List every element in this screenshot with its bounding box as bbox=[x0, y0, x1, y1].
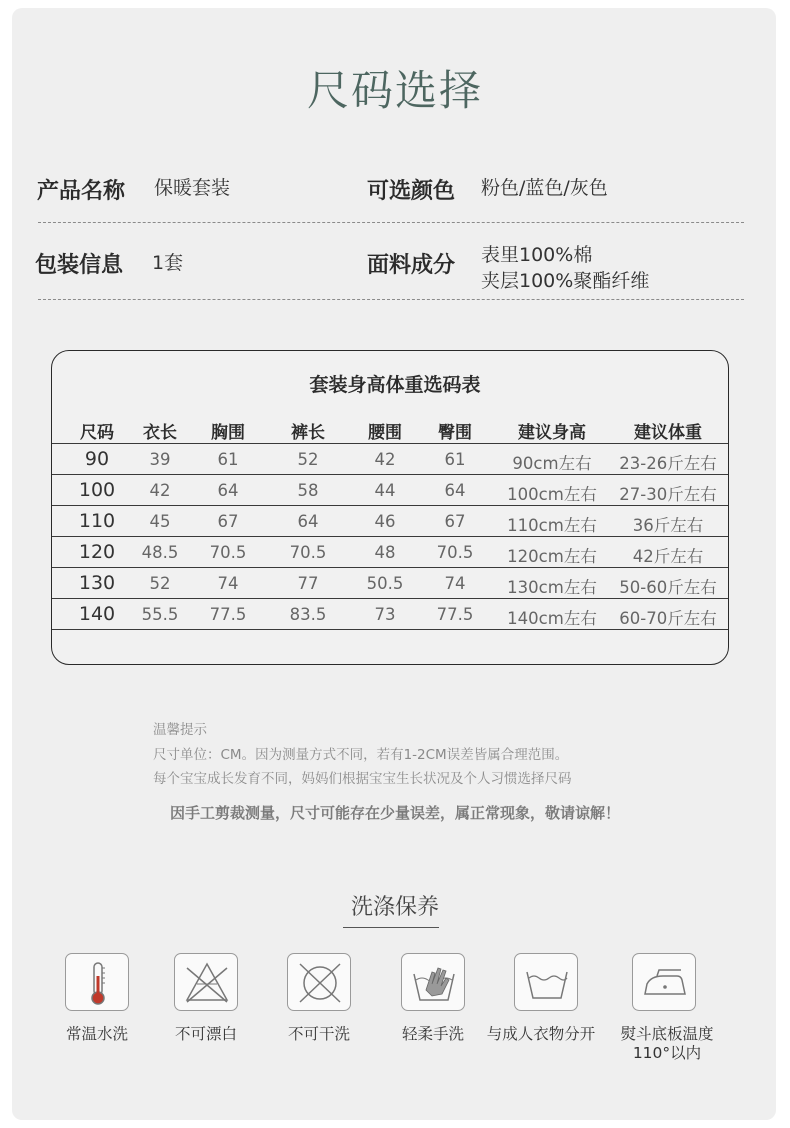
table-cell-chest: 61 bbox=[217, 450, 239, 469]
table-cell-chest: 74 bbox=[217, 574, 239, 593]
table-cell-waist: 73 bbox=[374, 605, 396, 624]
iron-icon bbox=[633, 954, 697, 1012]
header-hip: 臀围 bbox=[438, 423, 472, 443]
table-cell-chest: 67 bbox=[217, 512, 239, 531]
hand-wash-icon-box bbox=[401, 953, 465, 1011]
table-cell-chest: 64 bbox=[217, 481, 239, 500]
table-cell-chest: 77.5 bbox=[209, 605, 247, 624]
care-label-no-bleach: 不可漂白 bbox=[174, 1025, 238, 1043]
divider-dotted bbox=[38, 299, 744, 300]
table-cell-weight: 50-60斤左右 bbox=[619, 578, 717, 597]
table-cell-waist: 46 bbox=[374, 512, 396, 531]
table-cell-top-length: 39 bbox=[149, 450, 171, 469]
table-cell-top-length: 45 bbox=[149, 512, 171, 531]
table-row-divider bbox=[52, 474, 728, 475]
wash-tub-icon-box bbox=[514, 953, 578, 1011]
header-size: 尺码 bbox=[80, 423, 114, 443]
table-cell-size: 110 bbox=[78, 510, 116, 532]
table-cell-weight: 36斤左右 bbox=[632, 516, 704, 535]
table-cell-hip: 70.5 bbox=[436, 543, 474, 562]
table-cell-height: 100cm左右 bbox=[507, 485, 597, 504]
table-cell-pants-length: 58 bbox=[297, 481, 319, 500]
table-cell-hip: 64 bbox=[444, 481, 466, 500]
table-cell-size: 120 bbox=[78, 541, 116, 563]
care-label-iron bbox=[620, 1025, 713, 1063]
table-cell-height: 90cm左右 bbox=[512, 454, 592, 473]
header-height: 建议身高 bbox=[518, 423, 586, 443]
header-pants-length: 裤长 bbox=[291, 423, 325, 443]
table-cell-weight: 23-26斤左右 bbox=[619, 454, 717, 473]
table-cell-top-length: 55.5 bbox=[141, 605, 179, 624]
table-row-divider bbox=[52, 567, 728, 568]
product-name-value: 保暖套装 bbox=[154, 177, 231, 199]
table-cell-pants-length: 77 bbox=[297, 574, 319, 593]
care-title: 洗涤保养 bbox=[350, 895, 439, 920]
care-label-hand-wash: 轻柔手洗 bbox=[401, 1025, 465, 1043]
table-cell-waist: 42 bbox=[374, 450, 396, 469]
care-label-normal-wash: 常温水洗 bbox=[65, 1025, 129, 1043]
table-row-divider bbox=[52, 536, 728, 537]
measurement-notice: 因手工剪裁测量，尺寸可能存在少量误差，属正常现象，敬请谅解！ bbox=[169, 804, 620, 822]
tips-heading: 温馨提示 bbox=[153, 722, 207, 738]
table-cell-hip: 74 bbox=[444, 574, 466, 593]
fabric-label: 面料成分 bbox=[367, 253, 456, 278]
page-title: 尺码选择 bbox=[306, 66, 483, 115]
table-cell-waist: 50.5 bbox=[366, 574, 404, 593]
table-cell-chest: 70.5 bbox=[209, 543, 247, 562]
fabric-value-line1: 表里100%棉 bbox=[481, 244, 593, 266]
table-cell-size: 90 bbox=[84, 448, 110, 470]
no-bleach-icon-box bbox=[174, 953, 238, 1011]
table-cell-hip: 67 bbox=[444, 512, 466, 531]
color-label: 可选颜色 bbox=[367, 179, 456, 204]
table-cell-pants-length: 83.5 bbox=[289, 605, 327, 624]
tips-line-2: 每个宝宝成长发育不同，妈妈们根据宝宝生长状况及个人习惯选择尺码 bbox=[153, 771, 572, 787]
table-cell-weight: 42斤左右 bbox=[632, 547, 704, 566]
color-value: 粉色/蓝色/灰色 bbox=[481, 177, 608, 199]
package-label: 包装信息 bbox=[35, 253, 124, 278]
thermometer-icon-box bbox=[65, 953, 129, 1011]
header-waist: 腰围 bbox=[368, 423, 402, 443]
table-cell-size: 100 bbox=[78, 479, 116, 501]
table-cell-top-length: 52 bbox=[149, 574, 171, 593]
care-label-iron-line2: 110°以内 bbox=[632, 1044, 702, 1062]
table-row-divider bbox=[52, 443, 728, 444]
header-weight: 建议体重 bbox=[634, 423, 702, 443]
table-row-divider bbox=[52, 598, 728, 599]
table-row-divider bbox=[52, 505, 728, 506]
table-cell-top-length: 48.5 bbox=[141, 543, 179, 562]
no-bleach-icon bbox=[175, 954, 239, 1012]
table-cell-height: 130cm左右 bbox=[507, 578, 597, 597]
table-cell-height: 140cm左右 bbox=[507, 609, 597, 628]
divider-dotted bbox=[38, 222, 744, 223]
iron-icon-box bbox=[632, 953, 696, 1011]
table-cell-height: 120cm左右 bbox=[507, 547, 597, 566]
hand-wash-icon bbox=[402, 954, 466, 1012]
table-cell-pants-length: 70.5 bbox=[289, 543, 327, 562]
care-label-no-dry-clean: 不可干洗 bbox=[287, 1025, 351, 1043]
size-table-title: 套装身高体重选码表 bbox=[309, 374, 481, 396]
table-row-divider bbox=[52, 629, 728, 630]
table-cell-pants-length: 64 bbox=[297, 512, 319, 531]
table-cell-pants-length: 52 bbox=[297, 450, 319, 469]
table-cell-hip: 61 bbox=[444, 450, 466, 469]
header-top-length: 衣长 bbox=[143, 423, 177, 443]
wash-tub-icon bbox=[515, 954, 579, 1012]
care-label-separate-wash: 与成人衣物分开 bbox=[486, 1025, 596, 1043]
fabric-value-line2: 夹层100%聚酯纤维 bbox=[481, 270, 650, 292]
thermometer-icon bbox=[66, 954, 130, 1012]
table-cell-size: 130 bbox=[78, 572, 116, 594]
table-cell-weight: 60-70斤左右 bbox=[619, 609, 717, 628]
package-value: 1套 bbox=[152, 252, 184, 274]
care-label-iron-line1: 熨斗底板温度 bbox=[620, 1025, 714, 1043]
table-cell-top-length: 42 bbox=[149, 481, 171, 500]
no-dry-clean-icon-box bbox=[287, 953, 351, 1011]
header-chest: 胸围 bbox=[211, 423, 245, 443]
no-dry-clean-icon bbox=[288, 954, 352, 1012]
table-cell-waist: 44 bbox=[374, 481, 396, 500]
table-cell-weight: 27-30斤左右 bbox=[619, 485, 717, 504]
product-name-label: 产品名称 bbox=[37, 179, 126, 204]
care-title-underline bbox=[343, 927, 439, 928]
table-cell-height: 110cm左右 bbox=[507, 516, 597, 535]
table-cell-size: 140 bbox=[78, 603, 116, 625]
tips-line-1: 尺寸单位：CM。因为测量方式不同，若有1-2CM误差皆属合理范围。 bbox=[153, 747, 569, 763]
table-cell-waist: 48 bbox=[374, 543, 396, 562]
table-cell-hip: 77.5 bbox=[436, 605, 474, 624]
